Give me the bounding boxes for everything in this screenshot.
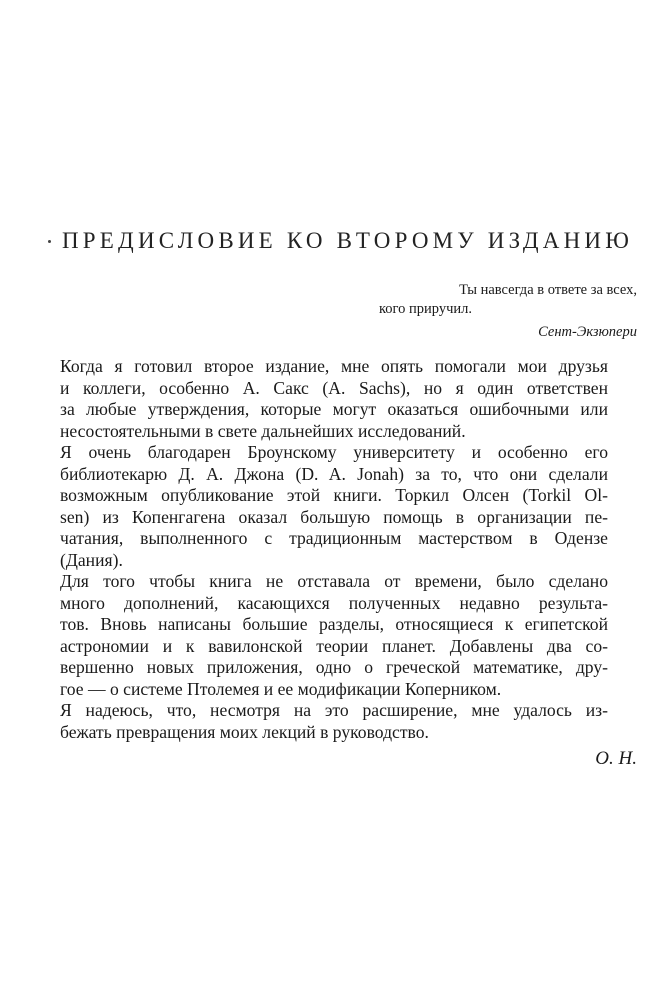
epigraph-author: Сент-Экзюпери <box>538 324 637 340</box>
text-line: вершенно новых приложения, одно о греческой математике, дру- <box>60 657 608 677</box>
text-line: гое — о системе Птолемея и ее модификации Коперником. <box>60 678 502 699</box>
preface-body <box>60 356 608 743</box>
text-line: много дополнений, касающихся полученных недавно результа- <box>60 592 608 613</box>
epigraph-line: кого приручил. <box>379 301 473 317</box>
text-line: Для того чтобы книга не отставала от времени, было сделано <box>60 571 608 591</box>
signature: О. Н. <box>595 748 637 769</box>
text-line: Я надеюсь, что, несмотря на это расширение, мне удалось из- <box>60 700 608 720</box>
text-line: астрономии и к вавилонской теории планет. Добавлены два со- <box>60 635 608 656</box>
text-line: тов. Вновь написаны большие разделы, относящиеся к египетской <box>60 614 608 634</box>
text-line: Когда я готовил второе издание, мне опять помогали мои друзья <box>60 356 608 376</box>
text-line: (Дания). <box>60 549 123 570</box>
page-title: ПРЕДИСЛОВИЕ КО ВТОРОМУ ИЗДАНИЮ <box>62 228 634 253</box>
text-line: чатания, выполненного с традиционным мастерством в Одензе <box>60 528 608 548</box>
text-line: библиотекарю Д. А. Джона (D. A. Jonah) за то, что они сделали <box>60 463 608 484</box>
epigraph-line: Ты навсегда в ответе за всех, <box>459 282 637 298</box>
text-line: бежать превращения моих лекций в руководство. <box>60 721 429 742</box>
text-line: Я очень благодарен Броунскому университету и особенно его <box>60 442 608 462</box>
text-line: несостоятельными в свете дальнейших исследований. <box>60 420 466 441</box>
heading-mark <box>48 240 51 243</box>
text-line: за любые утверждения, которые могут оказаться ошибочными или <box>60 399 608 419</box>
text-line: возможным опубликование этой книги. Торкил Олсен (Torkil Ol- <box>60 485 608 505</box>
text-line: sen) из Копенгагена оказал большую помощь в организации пе- <box>60 506 608 527</box>
text-line: и коллеги, особенно А. Сакс (A. Sachs), но я один ответствен <box>60 377 608 398</box>
epigraph <box>377 281 637 342</box>
